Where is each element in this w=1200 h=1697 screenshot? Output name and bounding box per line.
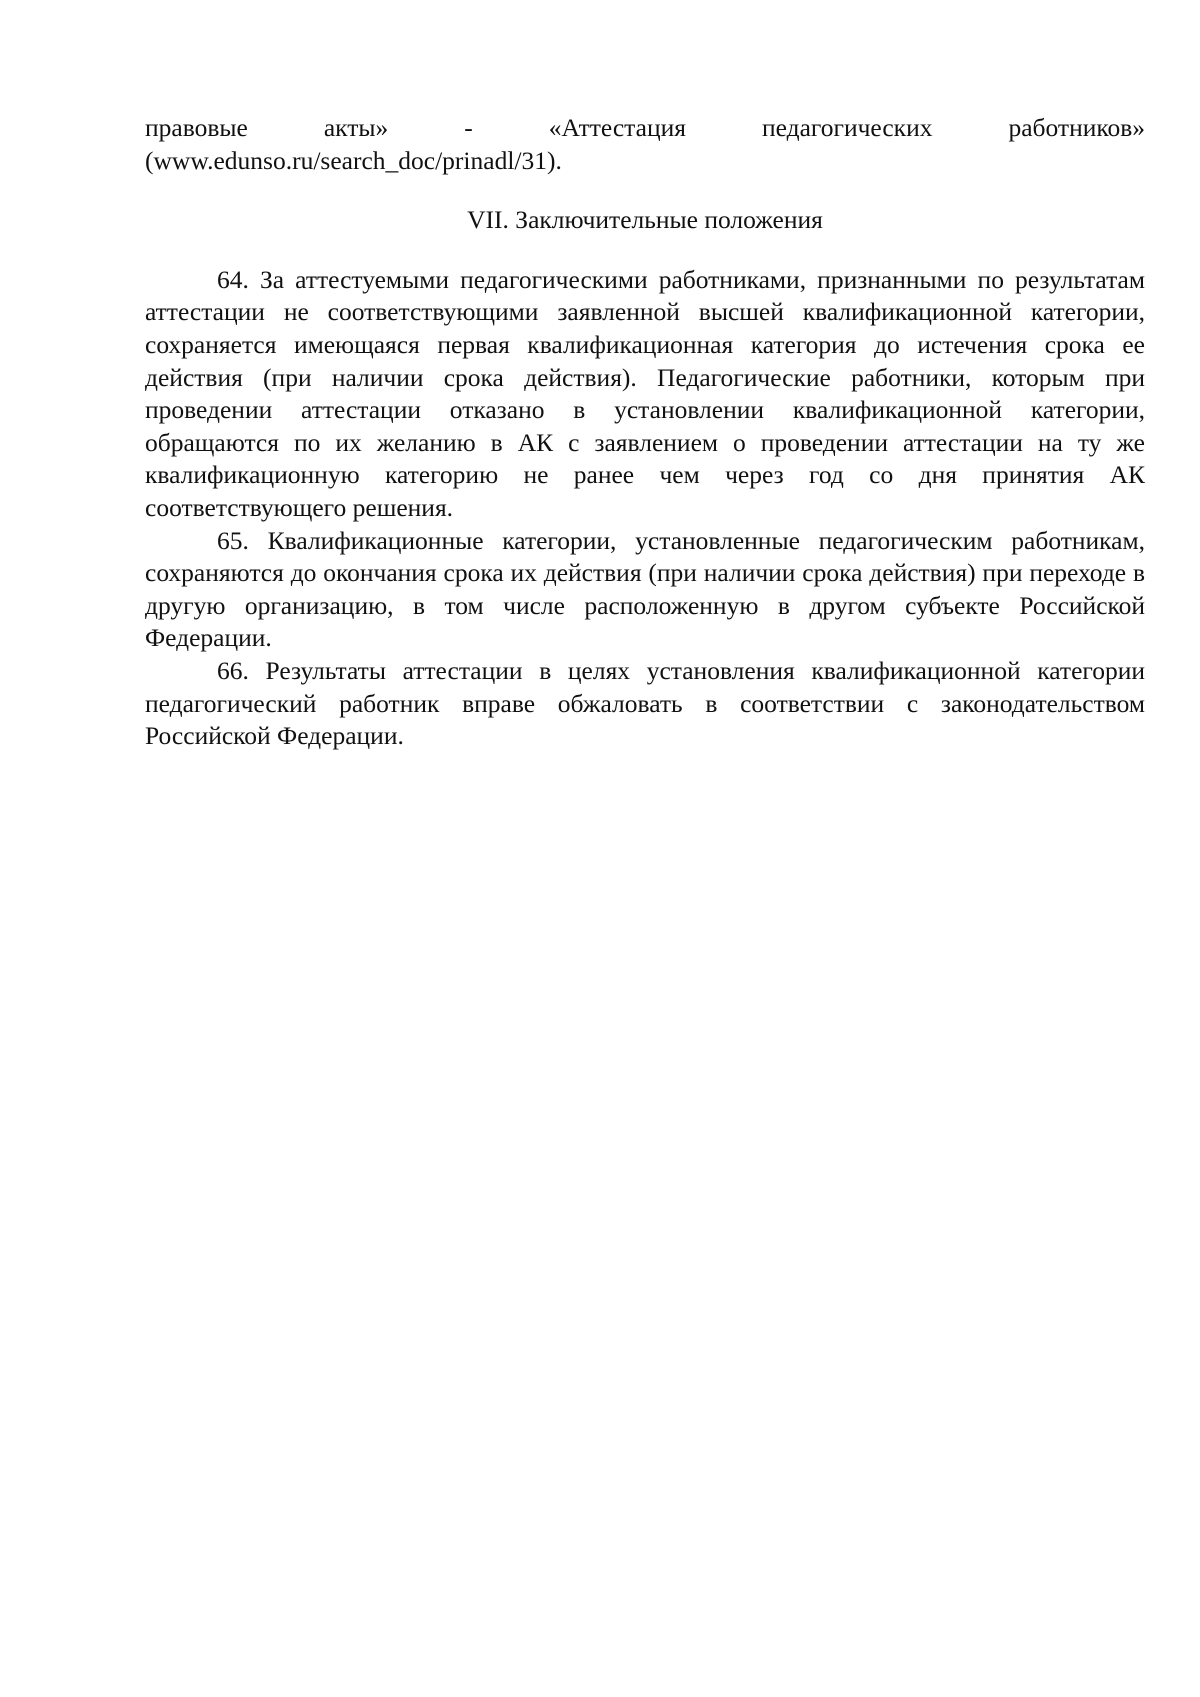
paragraph-65 bbox=[145, 525, 1145, 655]
paragraph-number: 64. bbox=[217, 264, 249, 294]
paragraph-text: Квалификационные категории, установленные педагогическим работникам, сохраняются до окончания срока их действия (при наличии срока действия) при переходе в другую организацию, в том числе расположенную в другом субъекте Российской Федерации. bbox=[145, 525, 1146, 653]
section-heading: VII. Заключительные положения bbox=[467, 205, 823, 235]
intro-line-2: (www.edunso.ru/search_doc/prinadl/31). bbox=[145, 145, 562, 175]
document-body bbox=[145, 112, 1145, 753]
paragraph-text: Результаты аттестации в целях установления квалификационной категории педагогический работник вправе обжаловать в соответствии с законодательством Российской Федерации. bbox=[145, 655, 1145, 751]
paragraph-number: 66. bbox=[217, 655, 249, 685]
paragraph-number: 65. bbox=[217, 525, 249, 555]
paragraph-66 bbox=[145, 655, 1145, 753]
intro-paragraph bbox=[145, 112, 1145, 177]
paragraph-64 bbox=[145, 264, 1145, 525]
intro-line-1: правовые акты» - «Аттестация педагогических работников» bbox=[145, 113, 1145, 142]
paragraph-text: За аттестуемыми педагогическими работниками, признанными по результатам аттестации не соответствующими заявленной высшей квалификационной категории, сохраняется имеющаяся первая квалификационная категория до истечения срока ее действия (при наличии срока действия). Педагогические работники, которым при проведении аттестации отказано в установлении квалификационной категории, обращаются по их желанию в АК с заявлением о проведении аттестации на ту же квалификационную категорию не ранее чем через год со дня принятия АК соответствующего решения. bbox=[145, 264, 1146, 522]
